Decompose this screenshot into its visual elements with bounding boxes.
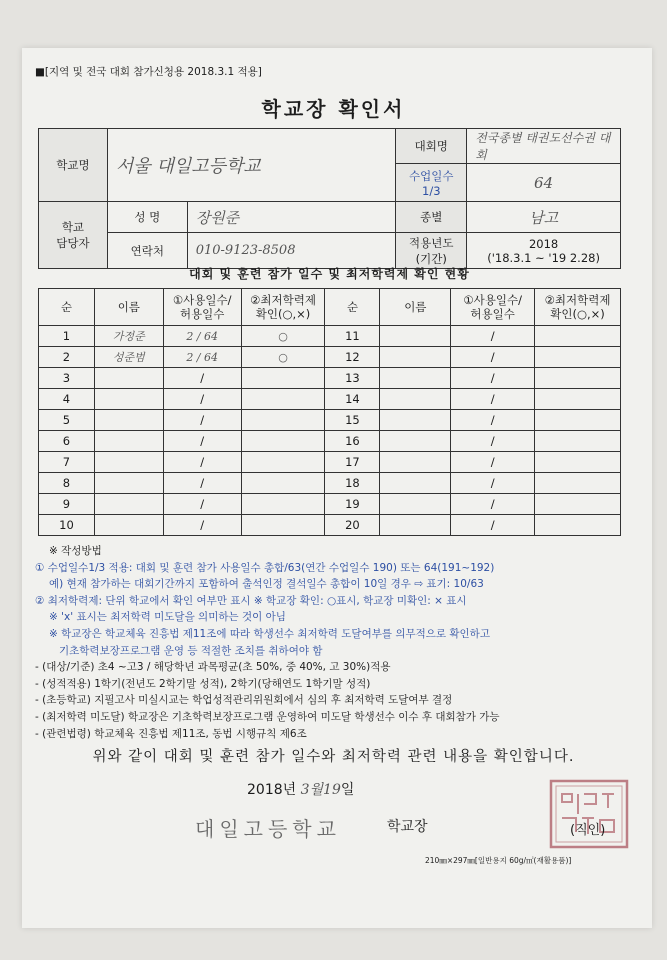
athlete-name: 가정준: [94, 326, 163, 347]
row-no: 17: [325, 452, 380, 473]
athlete-name: [380, 452, 451, 473]
athlete-name: [380, 347, 451, 368]
check-mark: [535, 494, 621, 515]
check-mark: ○: [241, 347, 325, 368]
school-name-stamp: 대일고등학교: [195, 817, 341, 841]
days-label: 수업일수 1/3: [396, 164, 467, 202]
header-note: ■[지역 및 전국 대회 참가신청용 2018.3.1 적용]: [35, 66, 262, 78]
row-no: 18: [325, 473, 380, 494]
row-no: 2: [39, 347, 95, 368]
days-used: 2 / 64: [163, 326, 241, 347]
athlete-name: [94, 494, 163, 515]
section-title: 대회 및 훈련 참가 일수 및 최저학력제 확인 현황: [189, 267, 470, 281]
athlete-name: [380, 389, 451, 410]
athlete-name: [380, 431, 451, 452]
check-mark: ○: [241, 326, 325, 347]
signing-date: [247, 779, 354, 799]
row-no: 3: [39, 368, 95, 389]
note-2b: ※ 'x' 표시는 최저학력 미도달을 의미하는 것이 아님: [49, 611, 286, 624]
official-seal-icon: [548, 778, 630, 850]
days-used: /: [451, 347, 535, 368]
days-used: /: [163, 410, 241, 431]
athlete-name: [380, 368, 451, 389]
row-no: 12: [325, 347, 380, 368]
days-used: /: [451, 326, 535, 347]
note-3a: ※ 학교장은 학교체육 진흥법 제11조에 따라 학생선수 최저학력 도달여부를 의무적으로 확인하고: [49, 627, 490, 640]
row-no: 5: [39, 410, 95, 431]
note-5: - (성적적용) 1학기(전년도 2학기말 성적), 2학기(당해연도 1학기말 성적): [35, 677, 371, 690]
athlete-name: [380, 494, 451, 515]
check-mark: [535, 515, 621, 536]
days-value: 64: [467, 164, 621, 202]
athlete-name: [94, 452, 163, 473]
days-used: /: [451, 515, 535, 536]
days-used: /: [163, 431, 241, 452]
note-6: - (초등학교) 지필고사 미실시교는 학업성적관리위원회에서 심의 후 최저학력 도달여부 결정: [35, 694, 453, 707]
note-3b: 기초학력보장프로그램 운영 등 적절한 조치를 취하여야 함: [59, 644, 323, 657]
date-year: 2018년: [247, 782, 297, 798]
table-row: [39, 494, 621, 515]
days-used: /: [451, 473, 535, 494]
days-used: /: [163, 389, 241, 410]
row-no: 15: [325, 410, 380, 431]
athlete-name: [94, 431, 163, 452]
check-mark: [535, 368, 621, 389]
row-no: 14: [325, 389, 380, 410]
days-used: 2 / 64: [163, 347, 241, 368]
table-row: [39, 515, 621, 536]
check-mark: [241, 515, 325, 536]
check-mark: [535, 473, 621, 494]
table-row: [39, 368, 621, 389]
col-name: 이름: [94, 289, 163, 326]
days-used: /: [163, 494, 241, 515]
table-row: [39, 473, 621, 494]
table-row: [39, 389, 621, 410]
row-no: 1: [39, 326, 95, 347]
table-row: [39, 410, 621, 431]
check-mark: [535, 431, 621, 452]
row-no: 20: [325, 515, 380, 536]
principal-label: 학교장: [387, 819, 428, 835]
check-mark: [535, 452, 621, 473]
check-mark: [241, 389, 325, 410]
contest-label: 대회명: [396, 129, 467, 164]
days-used: /: [451, 452, 535, 473]
notes-heading: ※ 작성방법: [49, 545, 102, 557]
check-mark: [241, 368, 325, 389]
event-label: 종별: [396, 202, 467, 233]
athlete-name: [380, 326, 451, 347]
table-row: [39, 431, 621, 452]
athlete-name: [94, 515, 163, 536]
table-row: [39, 347, 621, 368]
row-no: 19: [325, 494, 380, 515]
athlete-name: [94, 368, 163, 389]
col-check: ②최저학력제 확인(○,×): [535, 289, 621, 326]
table-row: [39, 326, 621, 347]
note-4: - (대상/기준) 초4 ~고3 / 해당학년 과목평균(초 50%, 중 40%, 고 30%)적용: [35, 661, 391, 674]
note-7: - (최저학력 미도달) 학교장은 기초학력보장프로그램 운영하여 미도달 학생선수 이수 후 대회참가 가능: [35, 710, 500, 723]
athlete-name: [94, 389, 163, 410]
athlete-name: 성준범: [94, 347, 163, 368]
col-check: ②최저학력제 확인(○,×): [241, 289, 325, 326]
athlete-name: [94, 410, 163, 431]
row-no: 7: [39, 452, 95, 473]
row-no: 13: [325, 368, 380, 389]
document-title: 학교장 확인서: [261, 97, 406, 121]
days-used: /: [451, 494, 535, 515]
row-no: 11: [325, 326, 380, 347]
check-mark: [241, 473, 325, 494]
paper-spec: 210㎜×297㎜[일반용지 60g/㎡(재활용품)]: [425, 856, 572, 865]
athlete-name: [380, 473, 451, 494]
year-value: 2018 ('18.3.1 ~ '19 2.28): [467, 233, 621, 269]
row-no: 6: [39, 431, 95, 452]
days-used: /: [163, 368, 241, 389]
days-used: /: [163, 515, 241, 536]
staff-label: 학교 담당자: [39, 202, 108, 269]
check-mark: [241, 410, 325, 431]
check-mark: [241, 452, 325, 473]
date-month: 3월: [300, 782, 324, 798]
participation-table: [38, 288, 621, 536]
col-no: 순: [39, 289, 95, 326]
contact-value: 010-9123-8508: [187, 233, 396, 269]
row-no: 9: [39, 494, 95, 515]
days-used: /: [451, 410, 535, 431]
col-name: 이름: [380, 289, 451, 326]
col-no: 순: [325, 289, 380, 326]
instructions: [35, 543, 635, 742]
school-label: 학교명: [39, 129, 108, 202]
athlete-name: [94, 473, 163, 494]
athlete-name: [380, 515, 451, 536]
days-used: /: [451, 368, 535, 389]
check-mark: [535, 410, 621, 431]
note-1a: ① 수업일수1/3 적용: 대회 및 훈련 참가 사용일수 총합/63(연간 수업일수 190) 또는 64(191~192): [35, 561, 495, 574]
note-2a: ② 최저학력제: 단위 학교에서 확인 여부만 표시 ※ 학교장 확인: ○표시, 학교장 미확인: × 표시: [35, 594, 467, 607]
col-days: ①사용일수/ 허용일수: [451, 289, 535, 326]
info-table: [38, 128, 621, 269]
check-mark: [535, 347, 621, 368]
seal-label: (직인): [570, 823, 606, 838]
note-1b: 예) 현재 참가하는 대회기간까지 포함하여 출석인정 결석일수 총합이 10일 경우 ⇨ 표기: 10/63: [49, 578, 484, 591]
confirmation-text: 위와 같이 대회 및 훈련 참가 일수와 최저학력 관련 내용을 확인합니다.: [92, 749, 575, 765]
row-no: 8: [39, 473, 95, 494]
days-used: /: [163, 452, 241, 473]
days-used: /: [451, 431, 535, 452]
contest-name: 전국종별 태권도선수권 대회: [467, 129, 621, 164]
table-row: [39, 452, 621, 473]
event-value: 남고: [467, 202, 621, 233]
staff-name: 장원준: [187, 202, 396, 233]
check-mark: [535, 326, 621, 347]
date-day: 19: [323, 782, 341, 798]
note-8: - (관련법령) 학교체육 진흥법 제11조, 동법 시행규칙 제6조: [35, 727, 307, 740]
col-days: ①사용일수/ 허용일수: [163, 289, 241, 326]
days-used: /: [163, 473, 241, 494]
name-label: 성 명: [107, 202, 187, 233]
check-mark: [241, 494, 325, 515]
school-name: 서울 대일고등학교: [107, 129, 395, 202]
row-no: 10: [39, 515, 95, 536]
check-mark: [241, 431, 325, 452]
row-no: 16: [325, 431, 380, 452]
days-used: /: [451, 389, 535, 410]
athlete-name: [380, 410, 451, 431]
contact-label: 연락처: [107, 233, 187, 269]
year-label: 적용년도 (기간): [396, 233, 467, 269]
row-no: 4: [39, 389, 95, 410]
check-mark: [535, 389, 621, 410]
date-day-suffix: 일: [340, 782, 355, 798]
